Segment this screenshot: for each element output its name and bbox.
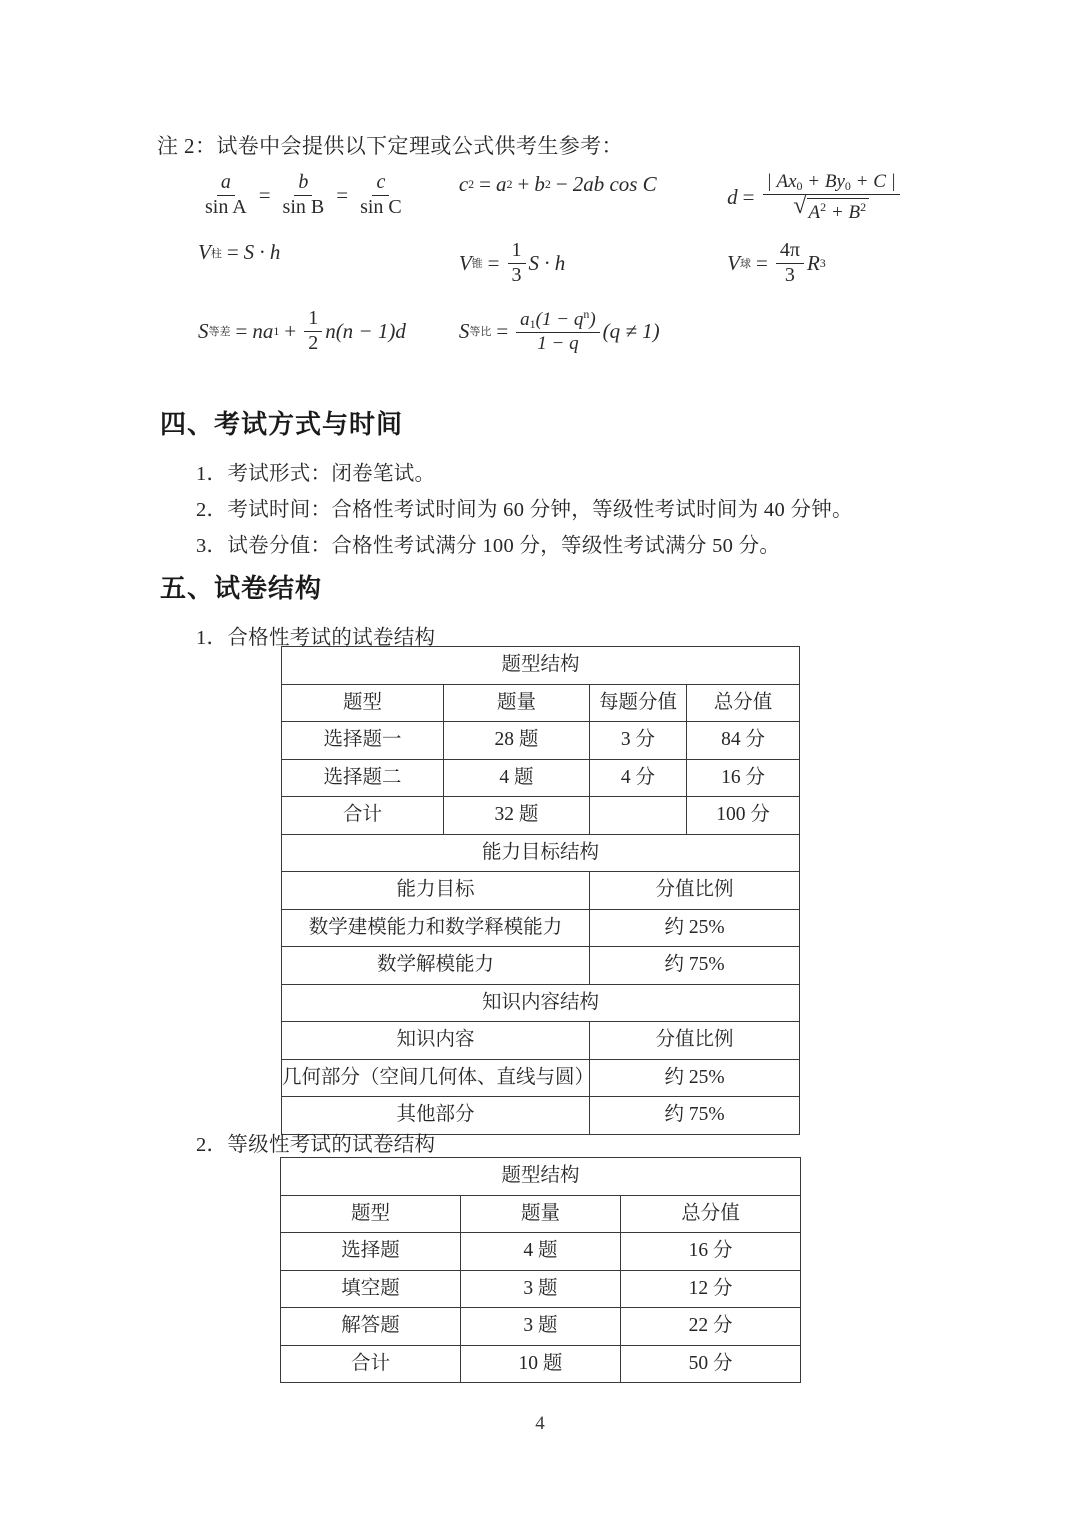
cone-frac-den: 3 (511, 263, 522, 286)
t1-b1-r0-c3: 84 分 (687, 722, 800, 760)
sphere-frac-den: 3 (784, 263, 795, 286)
cosines-b: b (534, 172, 545, 196)
t1-b1-r0-c2: 3 分 (590, 722, 687, 760)
t2-header-2: 总分值 (621, 1195, 801, 1233)
formula-geometric-sum: S 等比 = $\frac{a_1(1 - q^n)}{1 - q}$ (q ≠ 1) (458, 307, 660, 354)
table-row (282, 722, 800, 760)
section-heading-5: 五、试卷结构 (160, 573, 323, 603)
sphere-exp: 3 (819, 255, 826, 270)
table-row (282, 1059, 800, 1097)
formula-sphere-volume: V 球 = $\frac{4\pi}{3}$ R 3 (727, 239, 826, 286)
section-heading-4: 四、考试方式与时间 (160, 409, 404, 439)
t1-b3-r0-c1: 约 25% (590, 1059, 800, 1097)
t2-r0-c1: 4 题 (461, 1233, 621, 1271)
cosines-lhs: c (458, 172, 469, 196)
arith-frac-num: 1 (304, 308, 322, 332)
cosines-a: a (496, 172, 507, 196)
sines-den-a: sin A (205, 195, 247, 218)
cosines-tail: 2ab cos C (572, 172, 657, 196)
formula-cone-volume: V 锥 = $\frac{1}{3}$ S · h (458, 239, 566, 286)
section4-item-3: 3．试卷分值：合格性考试满分 100 分，等级性考试满分 50 分。 (196, 535, 781, 557)
t1-b1-r2-c3: 100 分 (687, 797, 800, 835)
sphere-frac-num: 4π (776, 240, 804, 264)
exam-structure-table-grade (280, 1157, 801, 1383)
t1-b2-header-1: 分值比例 (590, 872, 800, 910)
t2-r0-c2: 16 分 (621, 1233, 801, 1271)
table-row (281, 1345, 801, 1383)
t1-block1-title: 题型结构 (282, 647, 800, 685)
t2-r2-c2: 22 分 (621, 1308, 801, 1346)
page-number: 4 (535, 1413, 545, 1434)
table-row (282, 647, 800, 685)
arith-sub: 等差 (208, 326, 231, 339)
t1-b2-r1-c0: 数学解模能力 (282, 947, 590, 985)
sphere-sub: 球 (739, 258, 751, 271)
t1-b2-header-0: 能力目标 (282, 872, 590, 910)
t1-b1-header-0: 题型 (282, 684, 444, 722)
t2-r3-c2: 50 分 (621, 1345, 801, 1383)
distance-numerator: | $Ax_0 + By_0 + C$ | (763, 172, 900, 195)
t1-b1-header-2: 每题分值 (590, 684, 687, 722)
t1-b1-header-1: 题量 (444, 684, 590, 722)
t1-b2-r0-c1: 约 25% (590, 909, 800, 947)
t1-b1-r0-c0: 选择题一 (282, 722, 444, 760)
table-row (282, 947, 800, 985)
t1-b3-r1-c0: 其他部分 (282, 1097, 590, 1135)
t1-b3-r1-c1: 约 75% (590, 1097, 800, 1135)
t1-b3-header-0: 知识内容 (282, 1022, 590, 1060)
t1-b2-r1-c1: 约 75% (590, 947, 800, 985)
t2-r3-c0: 合计 (281, 1345, 461, 1383)
section4-item-2: 2．考试时间：合格性考试时间为 60 分钟，等级性考试时间为 40 分钟。 (196, 499, 853, 521)
sines-num-c: c (372, 172, 389, 196)
cone-tail: S · h (528, 250, 566, 275)
t1-b3-r0-c0: 几何部分（空间几何体、直线与圆） (282, 1059, 590, 1097)
table-row (281, 1195, 801, 1233)
formula-prism-volume: V 柱 = S · h (198, 240, 281, 264)
cone-sub: 锥 (471, 258, 483, 271)
arith-lhs: S (198, 318, 209, 343)
sphere-lhs: V (727, 250, 740, 275)
distance-denominator: √ $A^2 + B^2$ (789, 195, 873, 224)
table-row (281, 1233, 801, 1271)
t2-title: 题型结构 (281, 1158, 801, 1196)
t1-block2-title: 能力目标结构 (282, 834, 800, 872)
t2-r1-c0: 填空题 (281, 1270, 461, 1308)
cosines-b-exp: 2 (544, 177, 551, 191)
geo-sub: 等比 (469, 326, 492, 339)
t1-b1-r1-c2: 4 分 (590, 759, 687, 797)
t2-r3-c1: 10 题 (461, 1345, 621, 1383)
t1-b3-header-1: 分值比例 (590, 1022, 800, 1060)
t2-r0-c0: 选择题 (281, 1233, 461, 1271)
table-row (282, 1022, 800, 1060)
t1-b1-r2-c2 (590, 797, 687, 835)
t2-header-1: 题量 (461, 1195, 621, 1233)
prism-rhs: S · h (243, 240, 281, 264)
table-row (282, 759, 800, 797)
cone-lhs: V (458, 250, 472, 275)
t1-b1-r2-c0: 合计 (282, 797, 444, 835)
t2-r1-c1: 3 题 (461, 1270, 621, 1308)
t1-b2-r0-c0: 数学建模能力和数学释模能力 (282, 909, 590, 947)
table-row (281, 1158, 801, 1196)
prism-sub: 柱 (210, 247, 222, 260)
table-row (282, 797, 800, 835)
sphere-tail: R (806, 250, 820, 275)
prism-lhs: V (198, 240, 211, 264)
formula-arithmetic-sum: S 等差 = na 1 + $\frac{1}{2}$ n(n − 1)d (198, 307, 406, 354)
sines-num-a: a (217, 172, 235, 196)
formula-row-1 (150, 172, 970, 240)
arith-frac-den: 2 (308, 331, 319, 354)
geo-numerator: $a_1(1 - q^n)$ (516, 308, 599, 333)
sines-den-b: sin B (282, 195, 325, 218)
formula-law-of-sines: $\frac{a}{\text{sin A}}$ = $\frac{b}{\text{sin B}}$ = $\frac{c}{\text{sin C}}$ (150, 172, 441, 218)
table-row (282, 909, 800, 947)
formula-block (150, 172, 970, 376)
geo-denominator: 1 − q (537, 332, 579, 354)
t1-block3-title: 知识内容结构 (282, 984, 800, 1022)
sines-den-c: sin C (360, 195, 402, 218)
formula-row-3 (150, 308, 970, 376)
geo-condition: (q ≠ 1) (602, 318, 660, 343)
cosines-lhs-exp: 2 (468, 177, 475, 191)
t2-r2-c1: 3 题 (461, 1308, 621, 1346)
t2-r2-c0: 解答题 (281, 1308, 461, 1346)
formula-row-2 (150, 240, 970, 308)
geo-lhs: S (458, 318, 470, 343)
section4-item-1: 1．考试形式：闭卷笔试。 (196, 463, 436, 485)
t1-b1-r2-c1: 32 题 (444, 797, 590, 835)
table-row (282, 984, 800, 1022)
t2-r1-c2: 12 分 (621, 1270, 801, 1308)
arith-term1: na (252, 318, 274, 343)
t1-b1-header-3: 总分值 (687, 684, 800, 722)
cosines-a-exp: 2 (506, 177, 513, 191)
t1-b1-r1-c1: 4 题 (444, 759, 590, 797)
formula-point-line-distance: d = | $Ax_0 + By_0 + C$ | √ $A^2 + B^2$ (697, 172, 970, 223)
t1-b1-r1-c0: 选择题二 (282, 759, 444, 797)
section5-item-1-label: 1．合格性考试的试卷结构 (196, 627, 436, 649)
sines-num-b: b (294, 172, 312, 196)
exam-structure-table-pass (281, 646, 800, 1135)
t1-b1-r1-c3: 16 分 (687, 759, 800, 797)
table-row (281, 1308, 801, 1346)
t1-b1-r0-c1: 28 题 (444, 722, 590, 760)
table-row (282, 872, 800, 910)
table-row (282, 684, 800, 722)
cone-frac-num: 1 (508, 240, 526, 264)
table-row (281, 1270, 801, 1308)
note-line: 注 2：试卷中会提供以下定理或公式供考生参考： (157, 134, 623, 158)
distance-lhs: d (727, 185, 738, 210)
arith-term1-sub: 1 (273, 323, 280, 338)
table-row (282, 834, 800, 872)
formula-law-of-cosines: c 2 = a 2 + b 2 − 2ab cos C (458, 172, 657, 196)
arith-tail: n(n − 1)d (325, 318, 406, 343)
section5-item-2-label: 2．等级性考试的试卷结构 (196, 1134, 436, 1156)
t2-header-0: 题型 (281, 1195, 461, 1233)
